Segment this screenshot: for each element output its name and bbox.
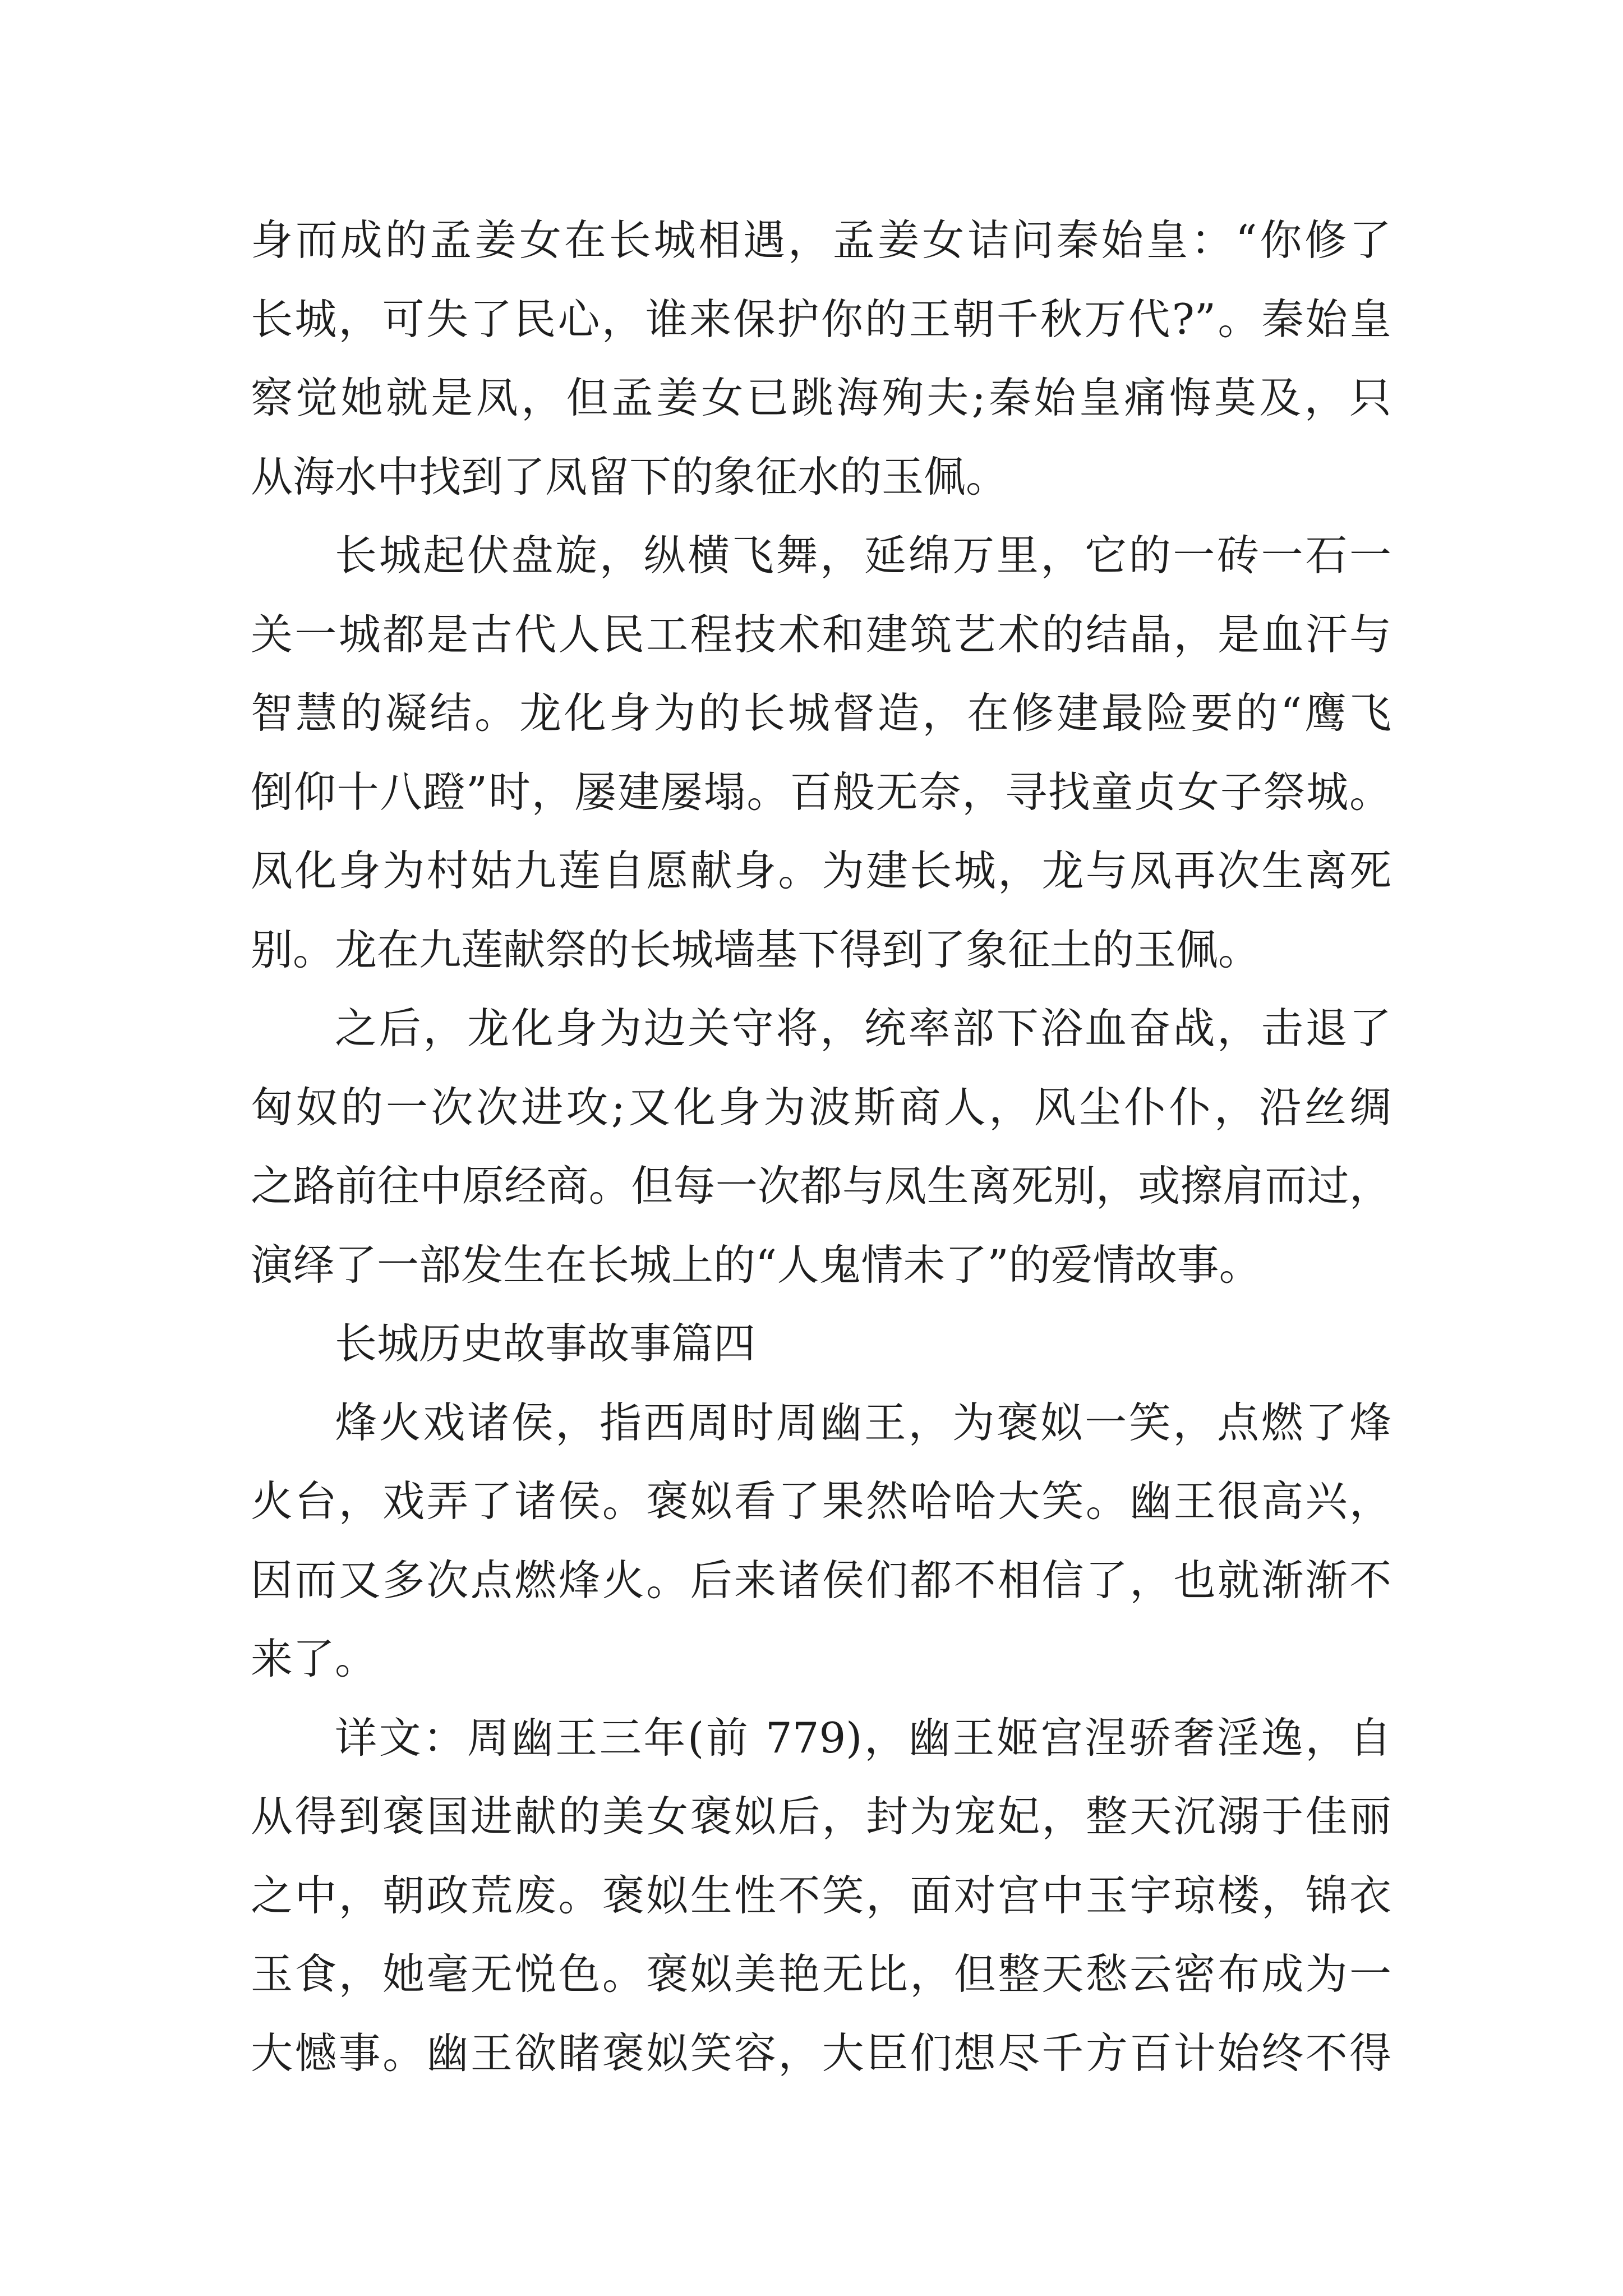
paragraph-line: 演绎了一部发生在长城上的“人鬼情未了”的爱情故事。 bbox=[251, 1240, 1261, 1290]
paragraph-line: 别。龙在九莲献祭的长城墙基下得到了象征土的玉佩。 bbox=[251, 924, 1261, 974]
paragraph-line: 察觉她就是凤，但孟姜女已跳海殉夫;秦始皇痛悔莫及，只 bbox=[251, 373, 1391, 422]
paragraph-line: 来了。 bbox=[251, 1634, 377, 1683]
paragraph-line: 之路前往中原经商。但每一次都与凤生离死别，或擦肩而过， bbox=[251, 1161, 1391, 1211]
paragraph-line: 关一城都是古代人民工程技术和建筑艺术的结晶，是血汗与 bbox=[251, 609, 1391, 659]
paragraph bbox=[251, 1383, 1391, 1699]
section-heading: 长城历史故事故事篇四 bbox=[335, 1319, 756, 1368]
paragraph bbox=[251, 516, 1391, 989]
paragraph bbox=[251, 989, 1391, 1304]
paragraph-line: 长城，可失了民心，谁来保护你的王朝千秋万代?”。秦始皇 bbox=[251, 294, 1391, 344]
paragraph-line: 烽火戏诸侯，指西周时周幽王，为褒姒一笑，点燃了烽 bbox=[335, 1397, 1391, 1447]
paragraph-line: 大憾事。幽王欲睹褒姒笑容，大臣们想尽千方百计始终不得 bbox=[251, 2028, 1391, 2078]
paragraph-line: 从海水中找到了凤留下的象征水的玉佩。 bbox=[251, 452, 1008, 501]
paragraph-line: 凤化身为村姑九莲自愿献身。为建长城，龙与凤再次生离死 bbox=[251, 846, 1391, 895]
paragraph-line: 智慧的凝结。龙化身为的长城督造，在修建最险要的“鹰飞 bbox=[251, 688, 1391, 738]
paragraph bbox=[251, 1699, 1391, 2093]
paragraph-line: 之中，朝政荒废。褒姒生性不笑，面对宫中玉宇琼楼，锦衣 bbox=[251, 1870, 1391, 1920]
document-body bbox=[251, 201, 1391, 2092]
paragraph-line: 详文：周幽王三年(前 779)，幽王姬宫涅骄奢淫逸，自 bbox=[335, 1713, 1391, 1763]
paragraph-line: 长城起伏盘旋，纵横飞舞，延绵万里，它的一砖一石一 bbox=[335, 531, 1391, 580]
paragraph bbox=[251, 201, 1391, 516]
paragraph-line: 身而成的孟姜女在长城相遇，孟姜女诘问秦始皇：“你修了 bbox=[251, 215, 1391, 265]
paragraph-line: 从得到褒国进献的美女褒姒后，封为宠妃，整天沉溺于佳丽 bbox=[251, 1792, 1391, 1841]
paragraph-line: 倒仰十八蹬”时，屡建屡塌。百般无奈，寻找童贞女子祭城。 bbox=[251, 767, 1391, 817]
paragraph-line: 之后，龙化身为边关守将，统率部下浴血奋战，击退了 bbox=[335, 1004, 1391, 1053]
paragraph-line: 火台，戏弄了诸侯。褒姒看了果然哈哈大笑。幽王很高兴， bbox=[251, 1476, 1391, 1526]
paragraph-line: 匈奴的一次次进攻;又化身为波斯商人，风尘仆仆，沿丝绸 bbox=[251, 1082, 1391, 1132]
paragraph-line: 玉食，她毫无悦色。褒姒美艳无比，但整天愁云密布成为一 bbox=[251, 1949, 1391, 1999]
paragraph-line: 因而又多次点燃烽火。后来诸侯们都不相信了，也就渐渐不 bbox=[251, 1555, 1391, 1605]
